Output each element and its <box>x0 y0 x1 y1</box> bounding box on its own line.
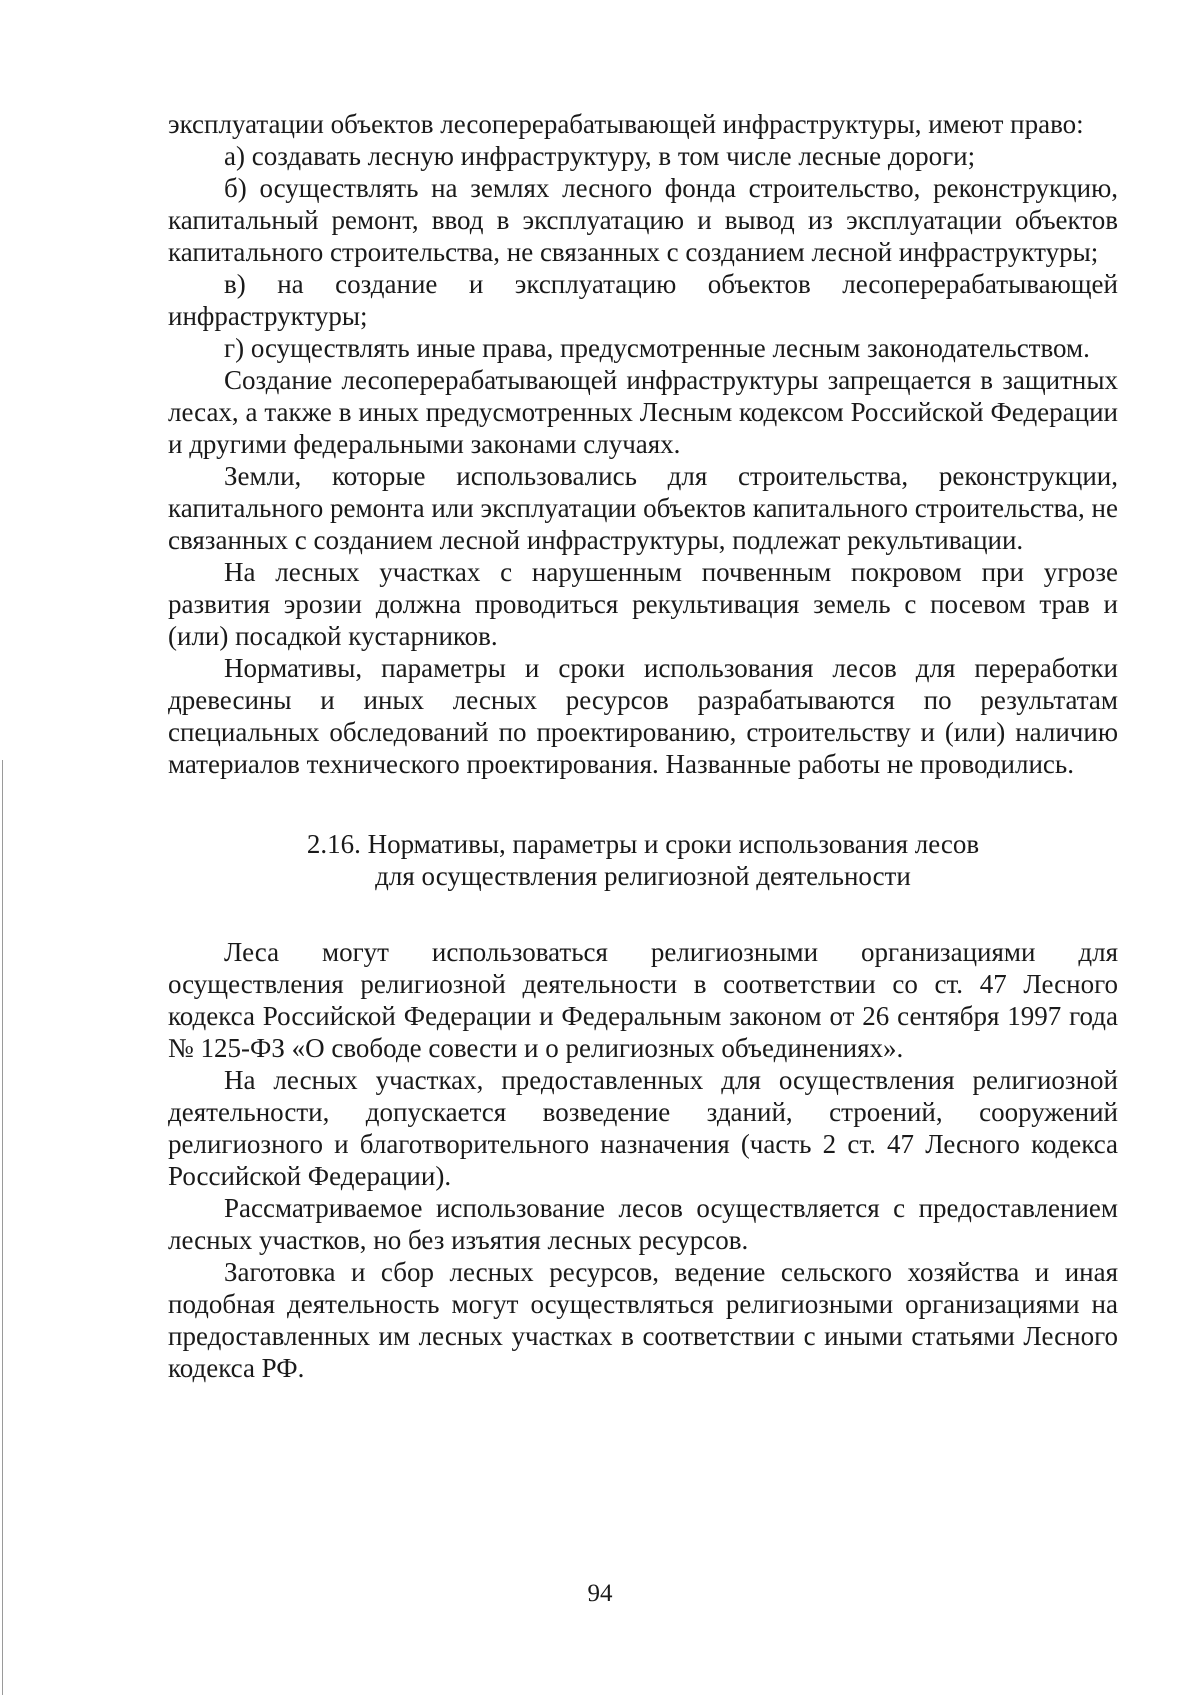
paragraph: Земли, которые использовались для строительства, реконструкции, капитального ремонта или эксплуатации объектов капитального строительства, не связанных с созданием лесной инфраструктуры, подлежат рекультивации. <box>168 461 1118 555</box>
paragraph: Леса могут использоваться религиозными организациями для осуществления религиозной деятельности в соответствии со ст. 47 Лесного кодекса Российской Федерации и Федеральным законом от 26 сентября 1997 года № 125-ФЗ «О свободе совести и о религиозных объединениях». <box>168 937 1118 1063</box>
page-number: 94 <box>587 1580 613 1607</box>
text-block-bottom <box>168 936 1118 1384</box>
paragraph: а) создавать лесную инфраструктуру, в том числе лесные дороги; <box>224 141 976 171</box>
text-block-top <box>168 108 1118 780</box>
paragraph: эксплуатации объектов лесоперерабатывающей инфраструктуры, имеют право: <box>168 109 1084 139</box>
paragraph: Создание лесоперерабатывающей инфраструктуры запрещается в защитных лесах, а также в иных предусмотренных Лесным кодексом Российской Федерации и другими федеральными законами случаях. <box>168 365 1118 459</box>
scan-edge-line <box>2 760 3 1695</box>
paragraph: На лесных участках, предоставленных для осуществления религиозной деятельности, допускается возведение зданий, строений, сооружений религиозного и благотворительного назначения (часть 2 ст. 47 Лесного кодекса Российской Федерации). <box>168 1065 1118 1191</box>
paragraph: Рассматриваемое использование лесов осуществляется с предоставлением лесных участков, но без изъятия лесных ресурсов. <box>168 1193 1118 1255</box>
paragraph: На лесных участках с нарушенным почвенным покровом при угрозе развития эрозии должна проводиться рекультивация земель с посевом трав и (или) посадкой кустарников. <box>168 557 1118 651</box>
paragraph: Нормативы, параметры и сроки использования лесов для переработки древесины и иных лесных ресурсов разрабатываются по результатам специальных обследований по проектированию, строительству и (или) наличию материалов технического проектирования. Названные работы не проводились. <box>168 653 1118 779</box>
paragraph: б) осуществлять на землях лесного фонда строительство, реконструкцию, капитальный ремонт, ввод в эксплуатацию и вывод из эксплуатации объектов капитального строительства, не связанных с созданием лесной инфраструктуры; <box>168 173 1118 267</box>
paragraph: Заготовка и сбор лесных ресурсов, ведение сельского хозяйства и иная подобная деятельность могут осуществляться религиозными организациями на предоставленных им лесных участках в соответствии с иными статьями Лесного кодекса РФ. <box>168 1257 1118 1383</box>
paragraph: в) на создание и эксплуатацию объектов лесоперерабатывающей инфраструктуры; <box>168 269 1118 331</box>
section-heading-line-1: 2.16. Нормативы, параметры и сроки использования лесов <box>306 829 980 859</box>
section-heading-line-2: для осуществления религиозной деятельности <box>375 861 911 891</box>
paragraph: г) осуществлять иные права, предусмотренные лесным законодательством. <box>224 333 1090 363</box>
section-heading <box>168 828 1118 892</box>
document-page <box>168 108 1118 1384</box>
